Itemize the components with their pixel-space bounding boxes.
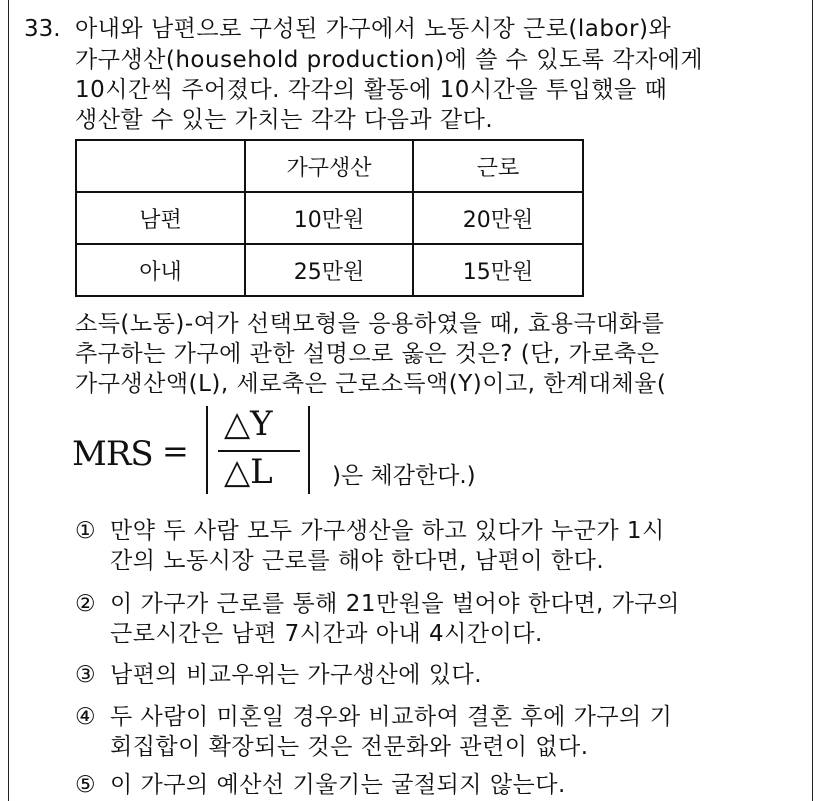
formula-tail: )은 체감한다.) <box>332 463 476 489</box>
option-4-number: ④ <box>75 704 96 730</box>
formula-denominator: △L <box>224 452 273 492</box>
frame-left-border <box>8 0 9 801</box>
option-3-line-1: 남편의 비교우위는 가구생산에 있다. <box>110 662 483 688</box>
table-row <box>76 192 583 244</box>
body-line-2: 추구하는 가구에 관한 설명으로 옳은 것은? (단, 가로축은 <box>75 341 660 367</box>
table-cell: 10만원 <box>245 192 413 244</box>
table-cell: 25만원 <box>245 244 413 296</box>
option-5-number: ⑤ <box>75 772 96 798</box>
question-line-4: 생산할 수 있는 가치는 각각 다음과 같다. <box>75 107 494 133</box>
table-row <box>76 244 583 296</box>
option-2-line-2: 근로시간은 남편 7시간과 아내 4시간이다. <box>110 621 543 647</box>
option-4-line-1: 두 사람이 미혼일 경우와 비교하여 결혼 후에 가구의 기 <box>110 704 673 730</box>
option-2-number: ② <box>75 591 96 617</box>
question-line-2: 가구생산(household production)에 쓸 수 있도록 각자에게 <box>75 47 704 73</box>
option-1-number: ① <box>75 518 96 544</box>
body-line-3: 가구생산액(L), 세로축은 근로소득액(Y)이고, 한계대체율( <box>75 371 667 397</box>
formula-lhs: MRS <box>72 434 153 474</box>
option-3-number: ③ <box>75 662 96 688</box>
table-cell: 20만원 <box>413 192 583 244</box>
mrs-formula <box>72 404 332 496</box>
abs-bar-right <box>308 406 310 494</box>
question-line-3: 10시간씩 주어졌다. 각각의 활동에 10시간을 투입했을 때 <box>75 77 668 103</box>
formula-equals: = <box>162 432 189 470</box>
formula-numerator: △Y <box>224 404 273 444</box>
table-cell: 15만원 <box>413 244 583 296</box>
table-cell: 남편 <box>76 192 245 244</box>
table-header-row <box>76 140 583 192</box>
table-header-cell <box>76 140 245 192</box>
option-1-line-1: 만약 두 사람 모두 가구생산을 하고 있다가 누군가 1시 <box>110 518 665 544</box>
table-header-cell: 가구생산 <box>245 140 413 192</box>
abs-bar-left <box>206 406 208 494</box>
option-5-line-1: 이 가구의 예산선 기울기는 굴절되지 않는다. <box>110 772 566 798</box>
option-1-line-2: 간의 노동시장 근로를 해야 한다면, 남편이 한다. <box>110 548 605 574</box>
body-line-1: 소득(노동)-여가 선택모형을 응용하였을 때, 효용극대화를 <box>75 311 665 337</box>
question-line-1: 아내와 남편으로 구성된 가구에서 노동시장 근로(labor)와 <box>75 16 672 42</box>
value-table <box>75 139 584 297</box>
table-header-cell: 근로 <box>413 140 583 192</box>
question-number: 33. <box>24 16 61 42</box>
option-2-line-1: 이 가구가 근로를 통해 21만원을 벌어야 한다면, 가구의 <box>110 591 680 617</box>
option-4-line-2: 회집합이 확장되는 것은 전문화와 관련이 없다. <box>110 734 589 760</box>
table-cell: 아내 <box>76 244 245 296</box>
frame-right-border <box>812 0 813 801</box>
